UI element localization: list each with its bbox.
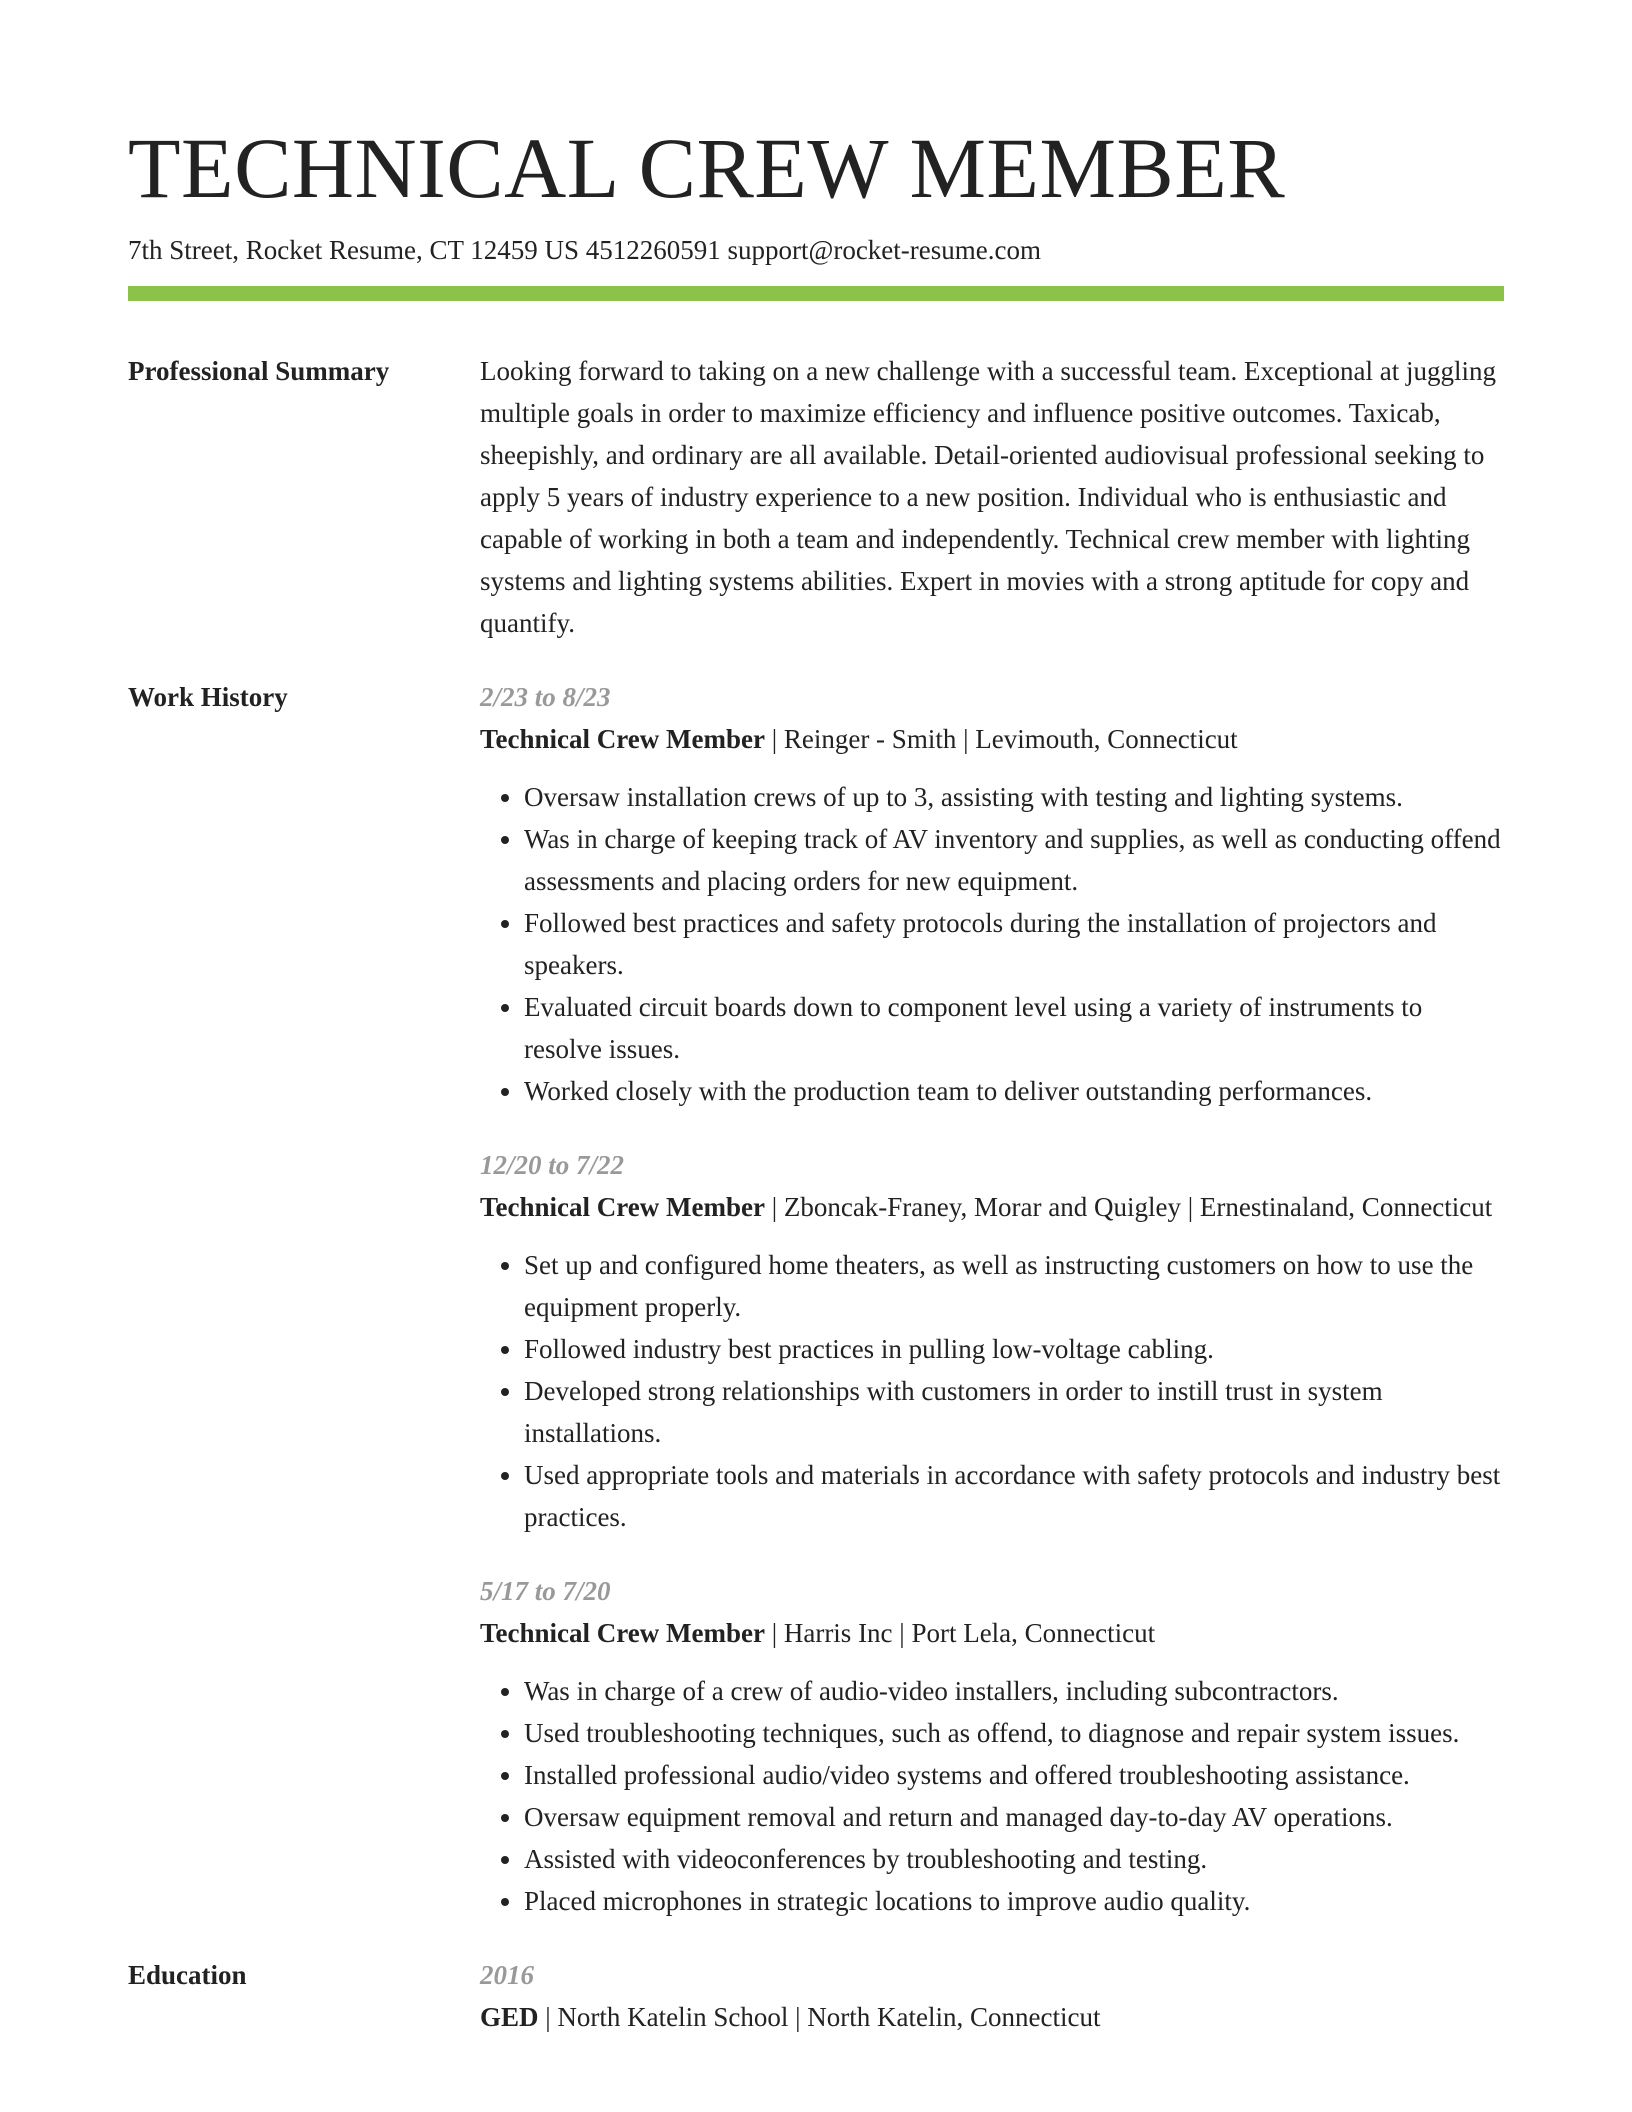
job-bullet: • Was in charge of keeping track of AV inventory and supplies, as well as conducting offend assessments and placing orders for new equipment. xyxy=(524,818,1504,902)
contact-info: 7th Street, Rocket Resume, CT 12459 US 4512260591 support@rocket-resume.com xyxy=(128,235,1041,265)
resume-sections xyxy=(128,350,1504,2070)
job-bullet: • Used troubleshooting techniques, such as offend, to diagnose and repair system issues. xyxy=(524,1712,1504,1754)
section-label-education: Education xyxy=(128,1960,247,1990)
section-summary xyxy=(128,350,1504,644)
job-date: 2/23 to 8/23 xyxy=(480,682,611,712)
job-role xyxy=(480,1186,1504,1228)
job-title: Technical Crew Member xyxy=(480,1618,765,1648)
job-bullet: • Followed best practices and safety protocols during the installation of projectors and speakers. xyxy=(524,902,1504,986)
resume-title: TECHNICAL CREW MEMBER xyxy=(128,120,1286,216)
job-entry xyxy=(480,1570,1504,1922)
job-date: 12/20 to 7/22 xyxy=(480,1150,625,1180)
job-bullet: • Installed professional audio/video systems and offered troubleshooting assistance. xyxy=(524,1754,1504,1796)
job-details: | Harris Inc | Port Lela, Connecticut xyxy=(764,1618,1156,1648)
summary-content xyxy=(480,350,1504,644)
education-degree: GED xyxy=(480,2002,539,2032)
job-date: 5/17 to 7/20 xyxy=(480,1576,611,1606)
job-details: | Reinger - Smith | Levimouth, Connecticut xyxy=(764,724,1238,754)
job-bullet: • Followed industry best practices in pulling low-voltage cabling. xyxy=(524,1328,1504,1370)
summary-text: Looking forward to taking on a new challenge with a successful team. Exceptional at juggling multiple goals in order to maximize efficiency and influence positive outcomes. Taxicab, sheepishly, and ordinary are all available. Detail-oriented audiovisual professional seeking to apply 5 years of industry experience to a new position. Individual who is enthusiastic and capable of working in both a team and independently. Technical crew member with lighting systems and lighting systems abilities. Expert in movies with a strong aptitude for copy and quantify. xyxy=(480,356,1496,638)
job-bullet: • Assisted with videoconferences by troubleshooting and testing. xyxy=(524,1838,1504,1880)
job-entry xyxy=(480,676,1504,1112)
job-role xyxy=(480,718,1504,760)
job-bullets xyxy=(480,1244,1504,1538)
job-bullet: • Developed strong relationships with customers in order to instill trust in system installations. xyxy=(524,1370,1504,1454)
job-bullet: • Oversaw installation crews of up to 3, assisting with testing and lighting systems. xyxy=(524,776,1504,818)
job-bullet: • Worked closely with the production team to deliver outstanding performances. xyxy=(524,1070,1504,1112)
education-content xyxy=(480,1954,1504,2038)
accent-divider xyxy=(128,286,1504,301)
job-bullet: • Was in charge of a crew of audio-video installers, including subcontractors. xyxy=(524,1670,1504,1712)
job-bullet: • Placed microphones in strategic locations to improve audio quality. xyxy=(524,1880,1504,1922)
job-bullet: • Used appropriate tools and materials in accordance with safety protocols and industry best practices. xyxy=(524,1454,1504,1538)
work-history-content xyxy=(480,676,1504,1922)
job-bullet: • Oversaw equipment removal and return and managed day-to-day AV operations. xyxy=(524,1796,1504,1838)
job-title: Technical Crew Member xyxy=(480,724,765,754)
job-title: Technical Crew Member xyxy=(480,1192,765,1222)
education-details: | North Katelin School | North Katelin, Connecticut xyxy=(538,2002,1101,2032)
section-work-history xyxy=(128,676,1504,1922)
section-label-summary: Professional Summary xyxy=(128,356,390,386)
section-education xyxy=(128,1954,1504,2038)
job-bullet: • Evaluated circuit boards down to component level using a variety of instruments to resolve issues. xyxy=(524,986,1504,1070)
job-bullets xyxy=(480,1670,1504,1922)
section-label-work-history: Work History xyxy=(128,682,288,712)
job-bullets xyxy=(480,776,1504,1112)
job-details: | Zboncak-Franey, Morar and Quigley | Ernestinaland, Connecticut xyxy=(764,1192,1493,1222)
education-date: 2016 xyxy=(480,1960,534,1990)
job-bullet: • Set up and configured home theaters, as well as instructing customers on how to use the equipment properly. xyxy=(524,1244,1504,1328)
job-entry xyxy=(480,1144,1504,1538)
education-role xyxy=(480,1996,1504,2038)
job-role xyxy=(480,1612,1504,1654)
